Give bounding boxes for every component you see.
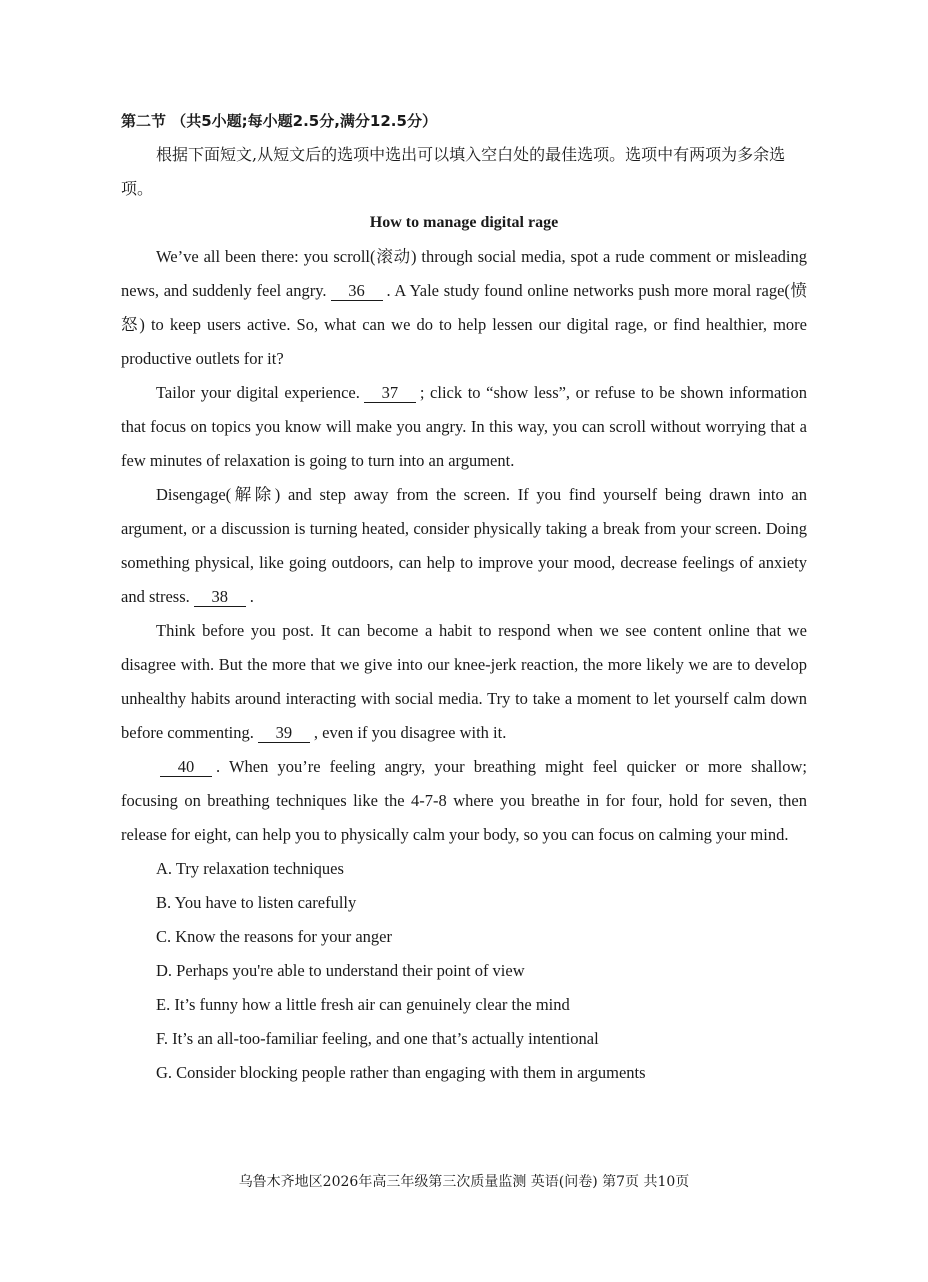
section-instructions: 根据下面短文,从短文后的选项中选出可以填入空白处的最佳选项。选项中有两项为多余选项。 (121, 145, 786, 198)
paragraph-2-text-before: Tailor your digital experience. (156, 383, 360, 402)
page-footer: 乌鲁木齐地区2026年高三年级第三次质量监测 英语(问卷) 第7页 共10页 (238, 1174, 690, 1190)
option-f: F. It’s an all-too-familiar feeling, and one that’s actually intentional (156, 1029, 599, 1048)
section-heading: 第二节 （共5小题;每小题2.5分,满分12.5分） (121, 112, 437, 130)
paragraph-1-text-after: . A Yale study found online networks push more moral rage(愤怒) to keep users active. So, what can we do to help lessen our digital rage, or find healthier, more productive outlets for it? (121, 281, 807, 368)
option-a: A. Try relaxation techniques (156, 859, 344, 878)
blank-39: 39 (258, 724, 310, 743)
option-e: E. It’s funny how a little fresh air can genuinely clear the mind (156, 995, 570, 1014)
paragraph-5 (121, 750, 807, 852)
paragraph-4-text-after: , even if you disagree with it. (313, 723, 507, 742)
blank-37: 37 (364, 384, 416, 403)
paragraph-1-text-before: We’ve all been there: you scroll(滚动) through social media, spot a rude comment or misleading news, and suddenly feel angry. (121, 247, 807, 300)
exam-page (121, 104, 807, 1090)
blank-36: 36 (331, 282, 383, 301)
paragraph-4-text-before: Think before you post. It can become a habit to respond when we see content online that we disagree with. But the more that we give into our knee-jerk reaction, the more likely we are to develop unhealthy habits around interacting with social media. Try to take a moment to let yourself calm down before commenting. (121, 621, 807, 742)
paragraph-2-text-after: ; click to “show less”, or refuse to be shown information that focus on topics you know will make you angry. In this way, you can scroll without worrying that a few minutes of relaxation is going to turn into an argument. (121, 383, 807, 470)
paragraph-2 (121, 376, 807, 478)
passage-title: How to manage digital rage (369, 214, 559, 231)
option-b: B. You have to listen carefully (156, 893, 357, 912)
paragraph-3-text-before: Disengage(解除) and step away from the screen. If you find yourself being drawn into an argument, or a discussion is turning heated, consider physically taking a break from your screen. Doing something physical, like going outdoors, can help to improve your mood, decrease feelings of anxiety and stress. (121, 485, 807, 606)
paragraph-3 (121, 478, 807, 614)
paragraph-5-text-after: . When you’re feeling angry, your breathing might feel quicker or more shallow; focusing on breathing techniques like the 4-7-8 where you breathe in for four, hold for seven, then release for eight, can help you to physically calm your body, so you can focus on calming your mind. (121, 757, 807, 844)
blank-40: 40 (160, 758, 212, 777)
option-g: G. Consider blocking people rather than engaging with them in arguments (156, 1063, 646, 1082)
paragraph-4 (121, 614, 807, 750)
paragraph-3-text-after: . (249, 587, 254, 606)
option-d: D. Perhaps you're able to understand their point of view (156, 961, 525, 980)
blank-38: 38 (194, 588, 246, 607)
paragraph-1 (121, 240, 807, 376)
option-c: C. Know the reasons for your anger (156, 927, 392, 946)
answer-options (121, 852, 807, 1090)
